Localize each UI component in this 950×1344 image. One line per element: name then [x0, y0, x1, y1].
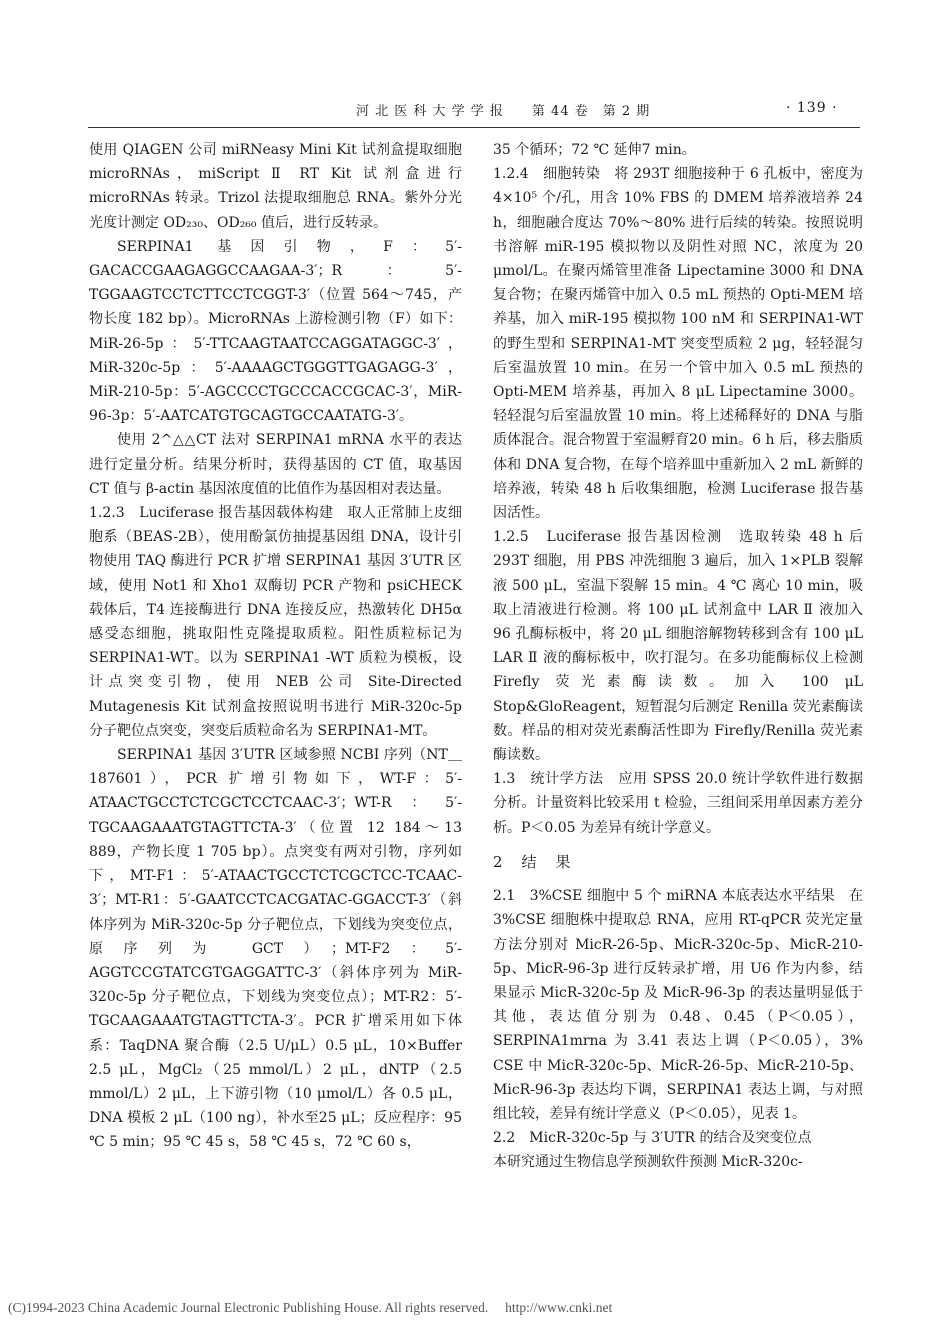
left-column: [89, 138, 462, 1155]
header-divider: [88, 127, 860, 128]
paragraph: SERPINA1 基因引物，F：5′-GACACCGAAGAGGCCAAGAA-3′；R：5′-TGGAAGTCCTCTTCCTCGGT-3′（位置 564～745，产物长度 182 bp）。MicroRNAs 上游检测引物（F）如下：MiR-26-5p：5′-TTCAAGTAATCCAGGATAGGC-3′，MiR-320c-5p：5′-AAAAGCTGGGTTGAGAGG-3′，MiR-210-5p：5′-AGCCCCTGCCCACCGCAC-3′，MiR-96-3p：5′-AATCATGTGCAGTGCCAATATG-3′。: [89, 238, 462, 425]
paragraph: SERPINA1 基因 3′UTR 区域参照 NCBI 序列（NT＿187601），PCR 扩增引物如下，WT-F：5′-ATAACTGCCTCTCGCTCCTCAAC-3′；WT-R：5′-TGCAAGAAATGTAGTTCTA-3′（位置 12 184～13 889，产物长度 1 705 bp）。点突变有两对引物，序列如下，MT-F1：5′-ATAACTGCCTCTCGCTCC-TCAAC-3′；MT-R1：5′-GAATCCTCACGATAC-GGACCT-3′（斜体序列为 MiR-320c-5p 分子靶位点，下划线为突变位点，原序列为 GCT）；MT-F2：5′-AGGTCCGTATCGTGAGGATTC-3′（斜体序列为 MiR-320c-5p 分子靶位点，下划线为突变位点）；MT-R2：5′-TGCAAGAAATGTAGTTCTA-3′。PCR 扩增采用如下体系：TaqDNA 聚合酶（2.5 U/μL）0.5 μL，10×Buffer 2.5 μL，MgCl₂（25 mmol/L）2 μL，dNTP（2.5 mmol/L）2 μL，上下游引物（10 μmol/L）各 0.5 μL，DNA 模板 2 μL（100 ng），补水至25 μL；反应程序：95 ℃ 5 min；95 ℃ 45 s，58 ℃ 45 s，72 ℃ 60 s，: [89, 747, 462, 1151]
section-heading: 2 结 果: [493, 852, 573, 871]
paragraph: 本研究通过生物信息学预测软件预测 MicR-320c-: [493, 1154, 803, 1171]
subsection-heading: 2.2 MicR-320c-5p 与 3′UTR 的结合及突变位点: [493, 1130, 812, 1147]
right-column: [493, 138, 863, 1175]
copyright-footer: (C)1994-2023 China Academic Journal Electronic Publishing House. All rights reserved. http://www.cnki.net: [8, 1300, 613, 1315]
paragraph: 35 个循环；72 ℃ 延伸7 min。: [493, 142, 696, 158]
paragraph: 使用 QIAGEN 公司 miRNeasy Mini Kit 试剂盒提取细胞 microRNAs，miScript Ⅱ RT Kit 试剂盒进行 microRNAs 转录。Trizol 法提取细胞总 RNA。紫外分光光度计测定 OD₂₃₀、OD₂₆₀ 值后，进行反转录。: [89, 142, 462, 231]
journal-issue-line: 河 北 医 科 大 学 学 报 第 44 卷 第 2 期: [356, 104, 651, 119]
paragraph: 使用 2^△△CT 法对 SERPINA1 mRNA 水平的表达进行定量分析。结果分析时，获得基因的 CT 值，取基因 CT 值与 β-actin 基因浓度值的比值作为基因相对表达量。: [89, 432, 462, 497]
subsection-paragraph: 1.2.5 Luciferase 报告基因检测 选取转染 48 h 后 293T 细胞，用 PBS 冲洗细胞 3 遍后，加入 1×PLB 裂解液 500 μL，室温下裂解 15 min。4 ℃ 离心 10 min，吸取上清液进行检测。将 100 μL 试剂盒中 LAR Ⅱ 液加入 96 孔酶标板中，将 20 μL 细胞溶解物转移到含有 100 μL LAR Ⅱ 液的酶标板中，吹打混匀。在多功能酶标仪上检测 Firefly 荧光素酶读数。加入 100 μL Stop&GloReagent，短暂混匀后测定 Renilla 荧光素酶读数。样品的相对荧光素酶活性即为 Firefly/Renilla 荧光素酶读数。: [493, 529, 863, 764]
subsection-paragraph: 2.1 3%CSE 细胞中 5 个 miRNA 本底表达水平结果 在 3%CSE 细胞株中提取总 RNA，应用 RT-qPCR 荧光定量方法分别对 MicR-26-5p、MicR-320c-5p、MicR-210-5p、MicR-96-3p 进行反转录扩增，用 U6 作为内参，结果显示 MicR-320c-5p 及 MicR-96-3p 的表达量明显低于其他，表达值分别为 0.48、0.45（P＜0.05），SERPINA1mrna 为 3.41 表达上调（P＜0.05），3% CSE 中 MicR-320c-5p、MicR-26-5p、MicR-210-5p、MicR-96-3p 表达均下调，SERPINA1 表达上调，与对照组比较，差异有统计学意义（P＜0.05），见表 1。: [493, 888, 863, 1122]
running-header: [0, 98, 950, 122]
subsection-paragraph: 1.2.4 细胞转染 将 293T 细胞接种于 6 孔板中，密度为 4×10⁵ 个/孔，用含 10% FBS 的 DMEM 培养液培养 24 h，细胞融合度达 70%～80% 进行后续的转染。按照说明书溶解 miR-195 模拟物以及阴性对照 NC，浓度为 20 μmol/L。在聚丙烯管里准备 Lipectamine 3000 和 DNA 复合物；在聚丙烯管中加入 0.5 mL 预热的 Opti-MEM 培养基，加入 miR-195 模拟物 100 nM 和 SERPINA1-WT 的野生型和 SERPINA1-MT 突变型质粒 2 μg，轻轻混匀后室温放置 10 min。在另一个管中加入 0.5 mL 预热的 Opti-MEM 培养基，再加入 8 μL Lipectamine 3000。轻轻混匀后室温放置 10 min。将上述稀释好的 DNA 与脂质体混合。混合物置于室温孵育20 min。6 h 后，移去脂质体和 DNA 复合物，在每个培养皿中重新加入 2 mL 新鲜的培养液，转染 48 h 后收集细胞，检测 Luciferase 报告基因活性。: [493, 166, 863, 522]
subsection-paragraph: 1.2.3 Luciferase 报告基因载体构建 取人正常肺上皮细胞系（BEAS-2B），使用酚氯仿抽提基因组 DNA，设计引物使用 TAQ 酶进行 PCR 扩增 SERPINA1 基因 3′UTR 区域，使用 Not1 和 Xho1 双酶切 PCR 产物和 psiCHECK 载体后，T4 连接酶进行 DNA 连接反应，热激转化 DH5α 感受态细胞，挑取阳性克隆提取质粒。阳性质粒标记为 SERPINA1-WT。以为 SERPINA1 -WT 质粒为模板，设计点突变引物，使用 NEB 公司 Site-Directed Mutagenesis Kit 试剂盒按照说明书进行 MiR-320c-5p 分子靶位点突变，突变后质粒命名为 SERPINA1-MT。: [89, 505, 462, 739]
subsection-paragraph: 1.3 统计学方法 应用 SPSS 20.0 统计学软件进行数据分析。计量资料比较采用 t 检验，三组间采用单因素方差分析。P＜0.05 为差异有统计学意义。: [493, 771, 863, 836]
page-number: · 139 ·: [786, 100, 838, 116]
